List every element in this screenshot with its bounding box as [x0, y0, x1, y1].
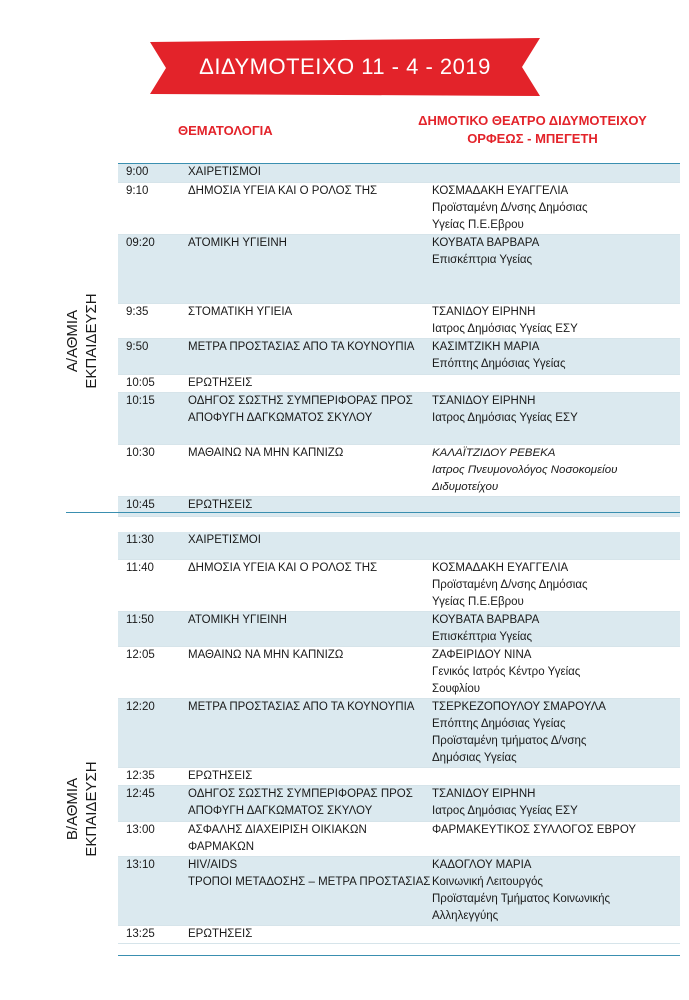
speaker-role: Προϊσταμένη Δ/νσης Δημόσιας [432, 579, 588, 591]
speaker-name: ΤΣΑΝΙΔΟΥ ΕΙΡΗΝΗ [432, 395, 536, 407]
speaker-name: ΚΟΣΜΑΔΑΚΗ ΕΥΑΓΓΕΛΙΑ [432, 185, 569, 197]
speaker-name: ΚΑΛΑΪΤΖΙΔΟΥ ΡΕΒΕΚΑ [432, 447, 556, 459]
row-speaker [432, 339, 680, 374]
schedule-row [118, 164, 680, 183]
row-speaker [432, 235, 680, 303]
speaker-role: Προϊσταμένη Δ/νσης Δημόσιας [432, 202, 588, 214]
section-divider [66, 512, 680, 513]
schedule-row [118, 768, 680, 786]
schedule-row [118, 857, 680, 926]
row-time: 13:00 [126, 824, 155, 836]
speaker-name: ΚΟΥΒΑΤΑ ΒΑΡΒΑΡΑ [432, 614, 540, 626]
speaker-role: Υγείας Π.Ε.Εβρου [432, 596, 524, 608]
row-speaker [432, 445, 680, 496]
venue-line-2: ΟΡΦΕΩΣ - ΜΠΕΓΕΤΗ [467, 131, 598, 146]
row-speaker [432, 612, 680, 646]
row-topic: ΜΑΘΑΙΝΩ ΝΑ ΜΗΝ ΚΑΠΝΙΖΩ [188, 649, 344, 661]
row-topic: ΣΤΟΜΑΤΙΚΗ ΥΓΙΕΙΑ [188, 306, 293, 318]
schedule-row [118, 304, 680, 339]
schedule-row [118, 375, 680, 393]
row-time: 10:15 [126, 395, 155, 407]
section-primary-label [63, 281, 101, 401]
row-time: 11:30 [126, 534, 154, 546]
venue-line-1: ΔΗΜΟΤΙΚΟ ΘΕΑΤΡΟ ΔΙΔΥΜΟΤΕΙΧΟΥ [418, 113, 647, 128]
section-secondary-label-line2: ΕΚΠΑΙΔΕΥΣΗ [83, 761, 100, 857]
row-time: 13:25 [126, 928, 155, 940]
row-speaker [432, 822, 680, 856]
row-speaker [432, 375, 680, 392]
speaker-name: ΤΣΑΝΙΔΟΥ ΕΙΡΗΝΗ [432, 788, 536, 800]
section-primary-label-line1: Α/ΑΘΜΙΑ [64, 309, 81, 373]
row-topic: ΑΣΦΑΛΗΣ ΔΙΑΧΕΙΡΙΣΗ ΟΙΚΙΑΚΩΝ ΦΑΡΜΑΚΩΝ [188, 824, 367, 853]
speaker-role [432, 286, 680, 303]
speaker-role: Δημόσιας Υγείας [432, 752, 517, 764]
banner-title: ΔΙΔΥΜΟΤΕΙΧΟ 11 - 4 - 2019 [199, 54, 491, 79]
row-speaker [432, 699, 680, 767]
row-topic: ΟΔΗΓΟΣ ΣΩΣΤΗΣ ΣΥΜΠΕΡΙΦΟΡΑΣ ΠΡΟΣ ΑΠΟΦΥΓΗ ΔΑΓΚΩΜΑΤΟΣ ΣΚΥΛΟΥ [188, 395, 413, 424]
speaker-role: Γενικός Ιατρός Κέντρο Υγείας [432, 666, 581, 678]
speaker-name: ΚΑΔΟΓΛΟΥ ΜΑΡΙΑ [432, 859, 532, 871]
row-speaker [432, 647, 680, 698]
row-topic: ΕΡΩΤΗΣΕΙΣ [188, 928, 253, 940]
speaker-role: Ιατρος Δημόσιας Υγείας ΕΣΥ [432, 805, 578, 817]
row-speaker [432, 393, 680, 444]
row-time: 11:40 [126, 562, 154, 574]
speaker-role: Ιατρος Δημόσιας Υγείας ΕΣΥ [432, 323, 578, 335]
speaker-role: Σουφλίου [432, 683, 481, 695]
row-time: 12:45 [126, 788, 155, 800]
row-speaker [432, 786, 680, 821]
schedule-row [118, 560, 680, 612]
row-time: 12:05 [126, 649, 155, 661]
speaker-role: Επόπτης Δημόσιας Υγείας [432, 718, 566, 730]
speaker-role: Προϊσταμένη Τμήματος Κοινωνικής [432, 893, 611, 905]
schedule-row [118, 786, 680, 822]
section-secondary-label [63, 749, 101, 869]
schedule-row [118, 235, 680, 304]
theme-column-header: ΘΕΜΑΤΟΛΟΓΙΑ [178, 123, 273, 138]
schedule-row [118, 532, 680, 560]
schedule-row [118, 393, 680, 445]
schedule-row [118, 699, 680, 768]
schedule-row [118, 445, 680, 497]
row-time: 12:20 [126, 701, 155, 713]
row-topic: ΕΡΩΤΗΣΕΙΣ [188, 499, 253, 511]
row-speaker [432, 183, 680, 234]
row-topic: HIV/AIDS ΤΡΟΠΟΙ ΜΕΤΑΔΟΣΗΣ – ΜΕΤΡΑ ΠΡΟΣΤΑΣΙΑΣ [188, 859, 431, 888]
schedule-row [118, 822, 680, 857]
row-time: 11:50 [126, 614, 154, 626]
speaker-role: Αλληλεγγύης [432, 910, 499, 922]
speaker-name: ΤΣΑΝΙΔΟΥ ΕΙΡΗΝΗ [432, 306, 536, 318]
speaker-role: Επισκέπτρια Υγείας [432, 631, 533, 643]
row-topic: ΕΡΩΤΗΣΕΙΣ [188, 770, 253, 782]
speaker-name: ΚΟΥΒΑΤΑ ΒΑΡΒΑΡΑ [432, 237, 540, 249]
section-primary-label-line2: ΕΚΠΑΙΔΕΥΣΗ [83, 293, 100, 389]
table-bottom-rule [118, 955, 680, 956]
row-time: 10:05 [126, 377, 155, 389]
section-secondary-label-line1: Β/ΑΘΜΙΑ [64, 777, 81, 841]
row-time: 9:10 [126, 185, 149, 197]
row-time: 9:50 [126, 341, 149, 353]
row-topic: ΕΡΩΤΗΣΕΙΣ [188, 377, 253, 389]
speaker-name: ΖΑΦΕΙΡΙΔΟΥ ΝΙΝΑ [432, 649, 532, 661]
row-time: 9:00 [126, 166, 149, 178]
section-primary-schedule [118, 164, 680, 517]
row-topic: ΔΗΜΟΣΙΑ ΥΓΕΙΑ ΚΑΙ Ο ΡΟΛΟΣ ΤΗΣ [188, 562, 378, 574]
schedule-row [118, 926, 680, 944]
speaker-name: ΤΣΕΡΚΕΖΟΠΟΥΛΟΥ ΣΜΑΡΟΥΛΑ [432, 701, 606, 713]
row-time: 9:35 [126, 306, 149, 318]
row-time: 10:45 [126, 499, 155, 511]
row-speaker [432, 164, 680, 182]
schedule-row [118, 339, 680, 375]
schedule-row [118, 647, 680, 699]
row-speaker [432, 560, 680, 611]
row-speaker [432, 926, 680, 943]
row-time: 09:20 [126, 237, 155, 249]
row-speaker [432, 532, 680, 559]
schedule-row [118, 183, 680, 235]
speaker-role: Ιατρος Πνευμονολόγος Νοσοκομείου [432, 464, 618, 476]
row-time: 12:35 [126, 770, 155, 782]
speaker-role [432, 269, 680, 286]
row-speaker [432, 768, 680, 785]
speaker-name: ΦΑΡΜΑΚΕΥΤΙΚΟΣ ΣΥΛΛΟΓΟΣ ΕΒΡΟΥ [432, 824, 637, 836]
schedule-row [118, 497, 680, 517]
row-speaker [432, 857, 680, 925]
speaker-role: Ιατρος Δημόσιας Υγείας ΕΣΥ [432, 412, 578, 424]
section-secondary-schedule [118, 532, 680, 944]
speaker-role: Επόπτης Δημόσιας Υγείας [432, 358, 566, 370]
row-topic: ΜΕΤΡΑ ΠΡΟΣΤΑΣΙΑΣ ΑΠΟ ΤΑ ΚΟΥΝΟΥΠΙΑ [188, 341, 415, 353]
row-topic: ΑΤΟΜΙΚΗ ΥΓΙΕΙΝΗ [188, 614, 287, 626]
speaker-role: Κοινωνική Λειτουργός [432, 876, 543, 888]
date-banner [150, 38, 540, 96]
row-topic: ΧΑΙΡΕΤΙΣΜΟΙ [188, 534, 261, 546]
row-time: 13:10 [126, 859, 155, 871]
row-topic: ΜΑΘΑΙΝΩ ΝΑ ΜΗΝ ΚΑΠΝΙΖΩ [188, 447, 344, 459]
row-topic: ΟΔΗΓΟΣ ΣΩΣΤΗΣ ΣΥΜΠΕΡΙΦΟΡΑΣ ΠΡΟΣ ΑΠΟΦΥΓΗ ΔΑΓΚΩΜΑΤΟΣ ΣΚΥΛΟΥ [188, 788, 413, 817]
row-speaker [432, 304, 680, 338]
speaker-name: ΚΑΣΙΜΤΖΙΚΗ ΜΑΡΙΑ [432, 341, 540, 353]
speaker-role: Διδυμοτείχου [432, 481, 499, 493]
row-topic: ΜΕΤΡΑ ΠΡΟΣΤΑΣΙΑΣ ΑΠΟ ΤΑ ΚΟΥΝΟΥΠΙΑ [188, 701, 415, 713]
venue-column-header [395, 112, 670, 148]
row-topic: ΔΗΜΟΣΙΑ ΥΓΕΙΑ ΚΑΙ Ο ΡΟΛΟΣ ΤΗΣ [188, 185, 378, 197]
row-topic: ΑΤΟΜΙΚΗ ΥΓΙΕΙΝΗ [188, 237, 287, 249]
row-time: 10:30 [126, 447, 155, 459]
speaker-role: Προϊσταμένη τμήματος Δ/νσης [432, 735, 587, 747]
schedule-row [118, 612, 680, 647]
row-speaker [432, 497, 680, 516]
speaker-name: ΚΟΣΜΑΔΑΚΗ ΕΥΑΓΓΕΛΙΑ [432, 562, 569, 574]
speaker-role: Υγείας Π.Ε.Εβρου [432, 219, 524, 231]
speaker-role: Επισκέπτρια Υγείας [432, 254, 533, 266]
row-topic: ΧΑΙΡΕΤΙΣΜΟΙ [188, 166, 261, 178]
